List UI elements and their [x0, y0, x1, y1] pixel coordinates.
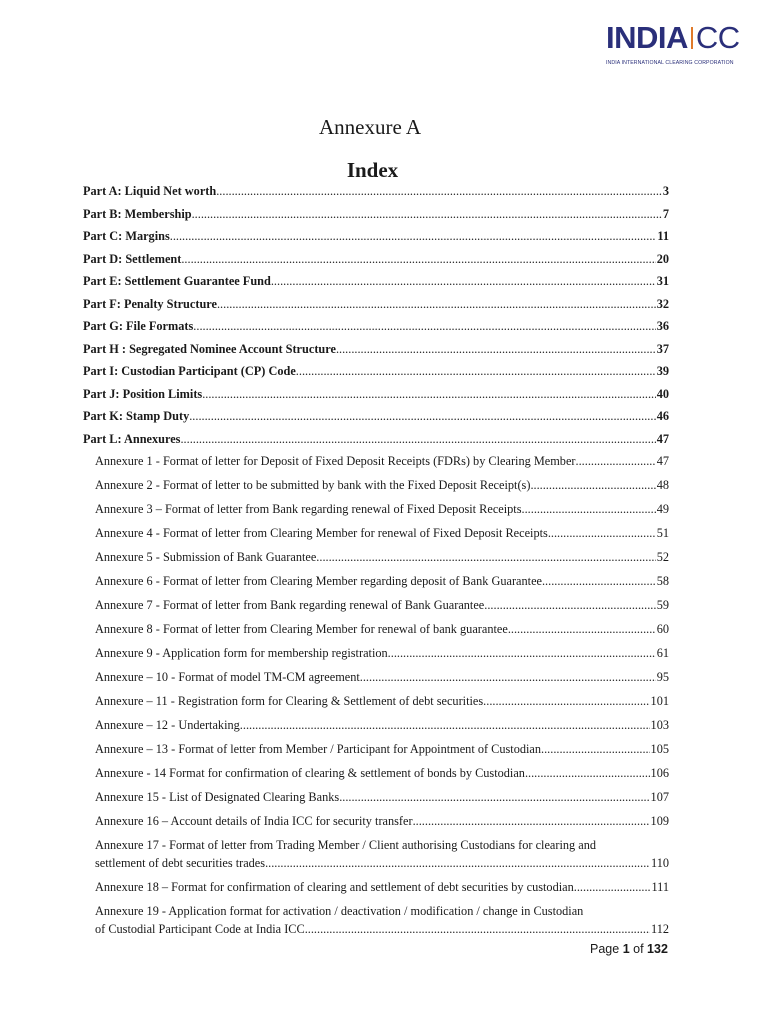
leader-dots — [413, 812, 650, 830]
logo-icc: CC — [695, 20, 740, 55]
leader-dots — [530, 476, 655, 494]
toc-entry-part-l[interactable]: Part L: Annexures ..... 47 — [83, 430, 669, 453]
toc-entry-part-g[interactable]: Part G: File Formats ..... 36 — [83, 317, 669, 340]
leader-dots — [193, 317, 655, 335]
toc-entry-annexure-16[interactable]: Annexure 16 – Account details of India ICC for security transfer ..... 109 — [83, 812, 669, 836]
leader-dots — [181, 250, 655, 268]
leader-dots — [508, 620, 656, 638]
leader-dots — [525, 764, 650, 782]
leader-dots — [522, 500, 656, 518]
toc-entry-part-h[interactable]: Part H : Segregated Nominee Account Structure ..... 37 — [83, 340, 669, 363]
logo-separator — [691, 27, 693, 49]
leader-dots — [271, 272, 656, 290]
page-number: Page 1 of 132 — [590, 942, 668, 956]
logo-wordmark — [606, 22, 740, 54]
toc-entry-part-j[interactable]: Part J: Position Limits ..... 40 — [83, 385, 669, 408]
toc-entry-annexure-2[interactable]: Annexure 2 - Format of letter to be submitted by bank with the Fixed Deposit Receipt(s) ..... 48 — [83, 476, 669, 500]
toc-entry-annexure-8[interactable]: Annexure 8 - Format of letter from Clearing Member for renewal of bank guarantee ..... 60 — [83, 620, 669, 644]
toc-entry-annexure-9[interactable]: Annexure 9 - Application form for membership registration ..... 61 — [83, 644, 669, 668]
toc-entry-annexure-14[interactable]: Annexure - 14 Format for confirmation of clearing & settlement of bonds by Custodian ..... 106 — [83, 764, 669, 788]
toc-entry-annexure-13[interactable]: Annexure – 13 - Format of letter from Member / Participant for Appointment of Custodian ..... 105 — [83, 740, 669, 764]
leader-dots — [542, 572, 656, 590]
leader-dots — [388, 644, 656, 662]
toc-entry-annexure-3[interactable]: Annexure 3 – Format of letter from Bank regarding renewal of Fixed Deposit Receipts ..... 49 — [83, 500, 669, 524]
toc-entry-annexure-7[interactable]: Annexure 7 - Format of letter from Bank regarding renewal of Bank Guarantee ..... 59 — [83, 596, 669, 620]
toc-entry-part-b[interactable]: Part B: Membership ..... 7 — [83, 205, 669, 228]
leader-dots — [202, 385, 656, 403]
toc-entry-annexure-1[interactable]: Annexure 1 - Format of letter for Deposit of Fixed Deposit Receipts (FDRs) by Clearing Member ..... 47 — [83, 452, 669, 476]
logo-tagline: INDIA INTERNATIONAL CLEARING CORPORATION — [606, 60, 734, 66]
leader-dots — [296, 362, 656, 380]
leader-dots — [360, 668, 656, 686]
toc-entry-part-c[interactable]: Part C: Margins ..... 11 — [83, 227, 669, 250]
toc-entry-annexure-17[interactable]: Annexure 17 - Format of letter from Trading Member / Client authorising Custodians for clearing and settlement of debt securities trades ..... 110 — [83, 836, 669, 872]
toc-entry-annexure-11[interactable]: Annexure – 11 - Registration form for Clearing & Settlement of debt securities ..... 101 — [83, 692, 669, 716]
toc-entry-part-f[interactable]: Part F: Penalty Structure ..... 32 — [83, 295, 669, 318]
toc-entry-annexure-12[interactable]: Annexure – 12 - Undertaking ..... 103 — [83, 716, 669, 740]
leader-dots — [316, 548, 655, 566]
leader-dots — [574, 878, 651, 896]
index-heading: Index — [346, 158, 399, 182]
leader-dots — [217, 295, 656, 313]
leader-dots — [170, 227, 657, 245]
leader-dots — [541, 740, 650, 758]
india-icc-logo — [606, 22, 756, 68]
toc-entry-annexure-19[interactable]: Annexure 19 - Application format for activation / deactivation / modification / change in Custodian of Custodial Participant Code at India ICC ..... 112 — [83, 902, 669, 938]
toc-entry-annexure-10[interactable]: Annexure – 10 - Format of model TM-CM agreement ..... 95 — [83, 668, 669, 692]
leader-dots — [483, 692, 649, 710]
leader-dots — [339, 788, 649, 806]
leader-dots — [305, 920, 650, 938]
leader-dots — [548, 524, 656, 542]
leader-dots — [189, 407, 655, 425]
toc-entry-annexure-5[interactable]: Annexure 5 - Submission of Bank Guarantee ..... 52 — [83, 548, 669, 572]
leader-dots — [265, 854, 650, 872]
toc-entry-annexure-15[interactable]: Annexure 15 - List of Designated Clearing Banks ..... 107 — [83, 788, 669, 812]
toc-entry-part-i[interactable]: Part I: Custodian Participant (CP) Code ..... 39 — [83, 362, 669, 385]
leader-dots — [180, 430, 655, 448]
table-of-contents — [83, 182, 669, 944]
toc-entry-annexure-6[interactable]: Annexure 6 - Format of letter from Clearing Member regarding deposit of Bank Guarantee ..... 58 — [83, 572, 669, 596]
toc-entry-annexure-4[interactable]: Annexure 4 - Format of letter from Clearing Member for renewal of Fixed Deposit Receipts ..... 51 — [83, 524, 669, 548]
toc-entry-annexure-18[interactable]: Annexure 18 – Format for confirmation of clearing and settlement of debt securities by custodian ..... 111 — [83, 878, 669, 902]
leader-dots — [216, 182, 662, 200]
toc-entry-part-k[interactable]: Part K: Stamp Duty ..... 46 — [83, 407, 669, 430]
leader-dots — [192, 205, 662, 223]
toc-entry-part-a[interactable]: Part A: Liquid Net worth ..... 3 — [83, 182, 669, 205]
toc-entry-part-e[interactable]: Part E: Settlement Guarantee Fund ..... 31 — [83, 272, 669, 295]
document-title: Annexure A — [318, 115, 422, 139]
leader-dots — [240, 716, 650, 734]
leader-dots — [484, 596, 655, 614]
logo-india: INDIA — [606, 20, 688, 55]
leader-dots — [336, 340, 656, 358]
toc-entry-part-d[interactable]: Part D: Settlement ..... 20 — [83, 250, 669, 273]
leader-dots — [576, 452, 656, 470]
